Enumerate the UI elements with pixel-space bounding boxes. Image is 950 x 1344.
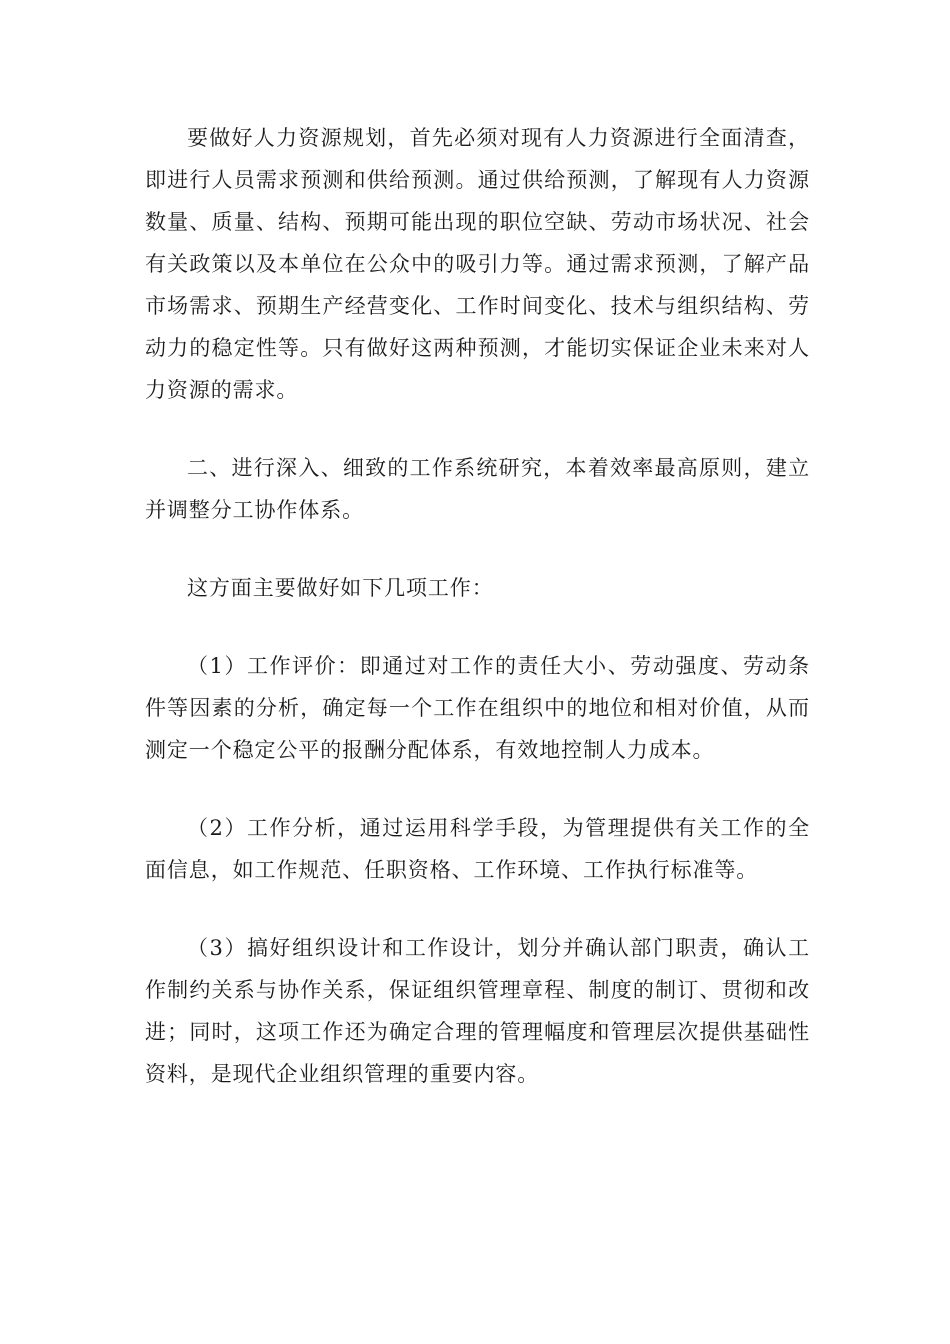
paragraph-item-2-job-analysis: （2）工作分析，通过运用科学手段，为管理提供有关工作的全面信息，如工作规范、任职资格、工作环境、工作执行标准等。 <box>145 816 810 882</box>
paragraph-spacer <box>145 531 810 567</box>
paragraph-spacer <box>145 771 810 807</box>
paragraph-spacer <box>145 411 810 447</box>
paragraph-spacer <box>145 609 810 645</box>
paragraph-item-3-organization-design: （3）搞好组织设计和工作设计，划分并确认部门职责，确认工作制约关系与协作关系，保证组织管理章程、制度的制订、贯彻和改进；同时，这项工作还为确定合理的管理幅度和管理层次提供基础性资料，是现代企业组织管理的重要内容。 <box>145 936 810 1086</box>
paragraph-hr-planning: 要做好人力资源规划，首先必须对现有人力资源进行全面清查，即进行人员需求预测和供给预测。通过供给预测，了解现有人力资源数量、质量、结构、预期可能出现的职位空缺、劳动市场状况、社会有关政策以及本单位在公众中的吸引力等。通过需求预测，了解产品市场需求、预期生产经营变化、工作时间变化、技术与组织结构、劳动力的稳定性等。只有做好这两种预测，才能切实保证企业未来对人力资源的需求。 <box>145 126 810 402</box>
paragraph-section-two-heading: 二、进行深入、细致的工作系统研究，本着效率最高原则，建立并调整分工协作体系。 <box>145 456 810 522</box>
document-body <box>145 117 810 1095</box>
paragraph-spacer <box>145 891 810 927</box>
paragraph-item-1-job-evaluation: （1）工作评价：即通过对工作的责任大小、劳动强度、劳动条件等因素的分析，确定每一个工作在组织中的地位和相对价值，从而测定一个稳定公平的报酬分配体系，有效地控制人力成本。 <box>145 654 810 762</box>
paragraph-work-intro: 这方面主要做好如下几项工作： <box>187 576 494 600</box>
